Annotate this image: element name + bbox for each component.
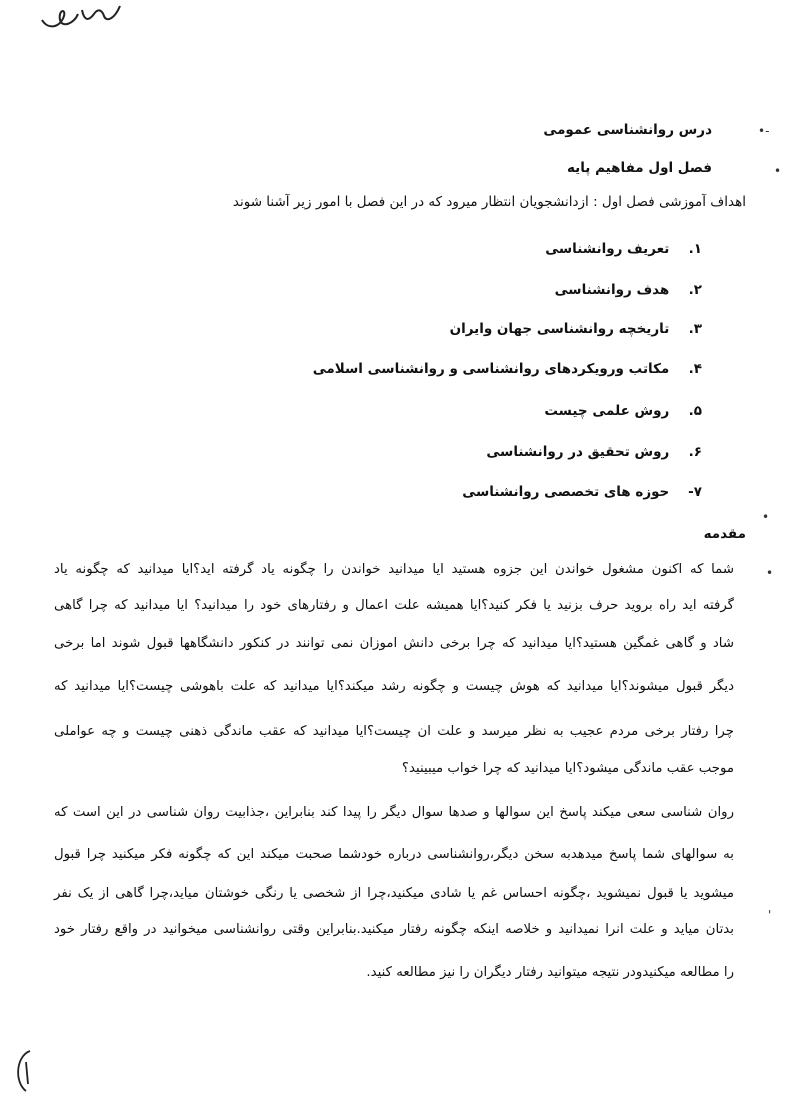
list-text: تاریخچه روانشناسی جهان وایران — [449, 321, 670, 337]
list-item — [486, 444, 702, 460]
paragraph-line: موجب عقب ماندگی میشود؟ایا میدانید که چرا خواب میبینید؟ — [401, 761, 734, 776]
list-number: ۱. — [688, 241, 702, 257]
paragraph-line: میشوید یا قبول نمیشوید ،چگونه احساس غم یا شادی میکنید،چرا از شخصی یا رنگی خوشتان میاید،چرا گاهی از یک نفر — [54, 886, 734, 901]
paragraph-line: شاد و گاهی غمگین هستید؟ایا میدانید که چرا برخی دانش اموزان نمی توانند در کنکور دانشگاهها قبول شوند اما برخی — [54, 636, 734, 651]
paragraph-line: به سوالهای شما پاسخ میدهدبه سخن دیگر،روانشناسی درباره خودشما صحبت میکند این که چگونه فکر میکنید چرا قبول — [54, 847, 734, 862]
list-number: ۵. — [688, 403, 702, 419]
margin-dot: • — [774, 164, 782, 178]
margin-dot: • — [762, 510, 770, 524]
paragraph-line: شما که اکنون مشغول خواندن این جزوه هستید ایا میدانید خواندن را چگونه یاد گرفته اید؟ایا میدانید که چگونه یاد — [54, 562, 734, 577]
list-text: هدف روانشناسی — [554, 282, 670, 298]
list-text: روش تحقیق در روانشناسی — [486, 444, 670, 460]
page-number-mark — [10, 1048, 40, 1094]
handwritten-signature — [38, 0, 128, 32]
list-item — [544, 403, 702, 419]
paragraph-line: دیگر قبول میشوند؟ایا میدانید که هوش چیست و چگونه رشد میکند؟ایا میدانید که علت باهوشی چیست؟ایا میدانید که — [54, 679, 734, 694]
list-number: ۶. — [688, 444, 702, 460]
paragraph-line: را مطالعه میکنیدودر نتیجه میتوانید رفتار دیگران را نیز مطالعه کنید. — [366, 965, 734, 980]
margin-dot: ' — [768, 908, 772, 922]
list-number: ۳. — [688, 321, 702, 337]
objectives-intro: اهداف آموزشی فصل اول : ازدانشجویان انتظار میرود که در این فصل با امور زیر آشنا شوند — [232, 194, 746, 210]
course-title: درس روانشناسی عمومی — [543, 122, 712, 138]
list-item — [462, 484, 702, 500]
list-text: مکاتب ورویکردهای روانشناسی و روانشناسی اسلامی — [312, 361, 670, 377]
list-item — [545, 241, 702, 257]
list-number: ۷- — [688, 484, 702, 500]
chapter-title: فصل اول مفاهیم پایه — [566, 160, 712, 176]
list-number: ۴. — [688, 361, 702, 377]
paragraph-line: بدتان میاید و علت انرا نمیدانید و خلاصه اینکه چگونه رفتار میکنید.بنابراین وقتی روانشناسی میخوانید در واقع رفتار خود — [54, 922, 734, 937]
intro-heading: مقدمه — [703, 526, 746, 542]
list-number: ۲. — [688, 282, 702, 298]
margin-dot: • — [766, 566, 774, 580]
list-text: روش علمی چیست — [544, 403, 670, 419]
list-item — [555, 282, 702, 298]
list-text: حوزه های تخصصی روانشناسی — [462, 484, 670, 500]
list-item — [450, 321, 702, 337]
paragraph-line: چرا رفتار برخی مردم عجیب به نظر میرسد و علت ان چیست؟ایا میدانید که عقب ماندگی ذهنی چیست و چه عواملی — [54, 724, 734, 739]
margin-dot: •- — [758, 124, 770, 138]
paragraph-line: روان شناسی سعی میکند پاسخ این سوالها و صدها سوال دیگر را پیدا کند بنابراین ،جذابیت روان شناسی در این است که — [54, 805, 734, 820]
paragraph-line: گرفته اید راه بروید حرف بزنید یا فکر کنید؟ایا همیشه علت اعمال و رفتارهای خود را میدانید؟ ایا میدانید که چرا گاهی — [54, 598, 734, 613]
list-item — [313, 361, 702, 377]
list-text: تعریف روانشناسی — [545, 241, 670, 257]
